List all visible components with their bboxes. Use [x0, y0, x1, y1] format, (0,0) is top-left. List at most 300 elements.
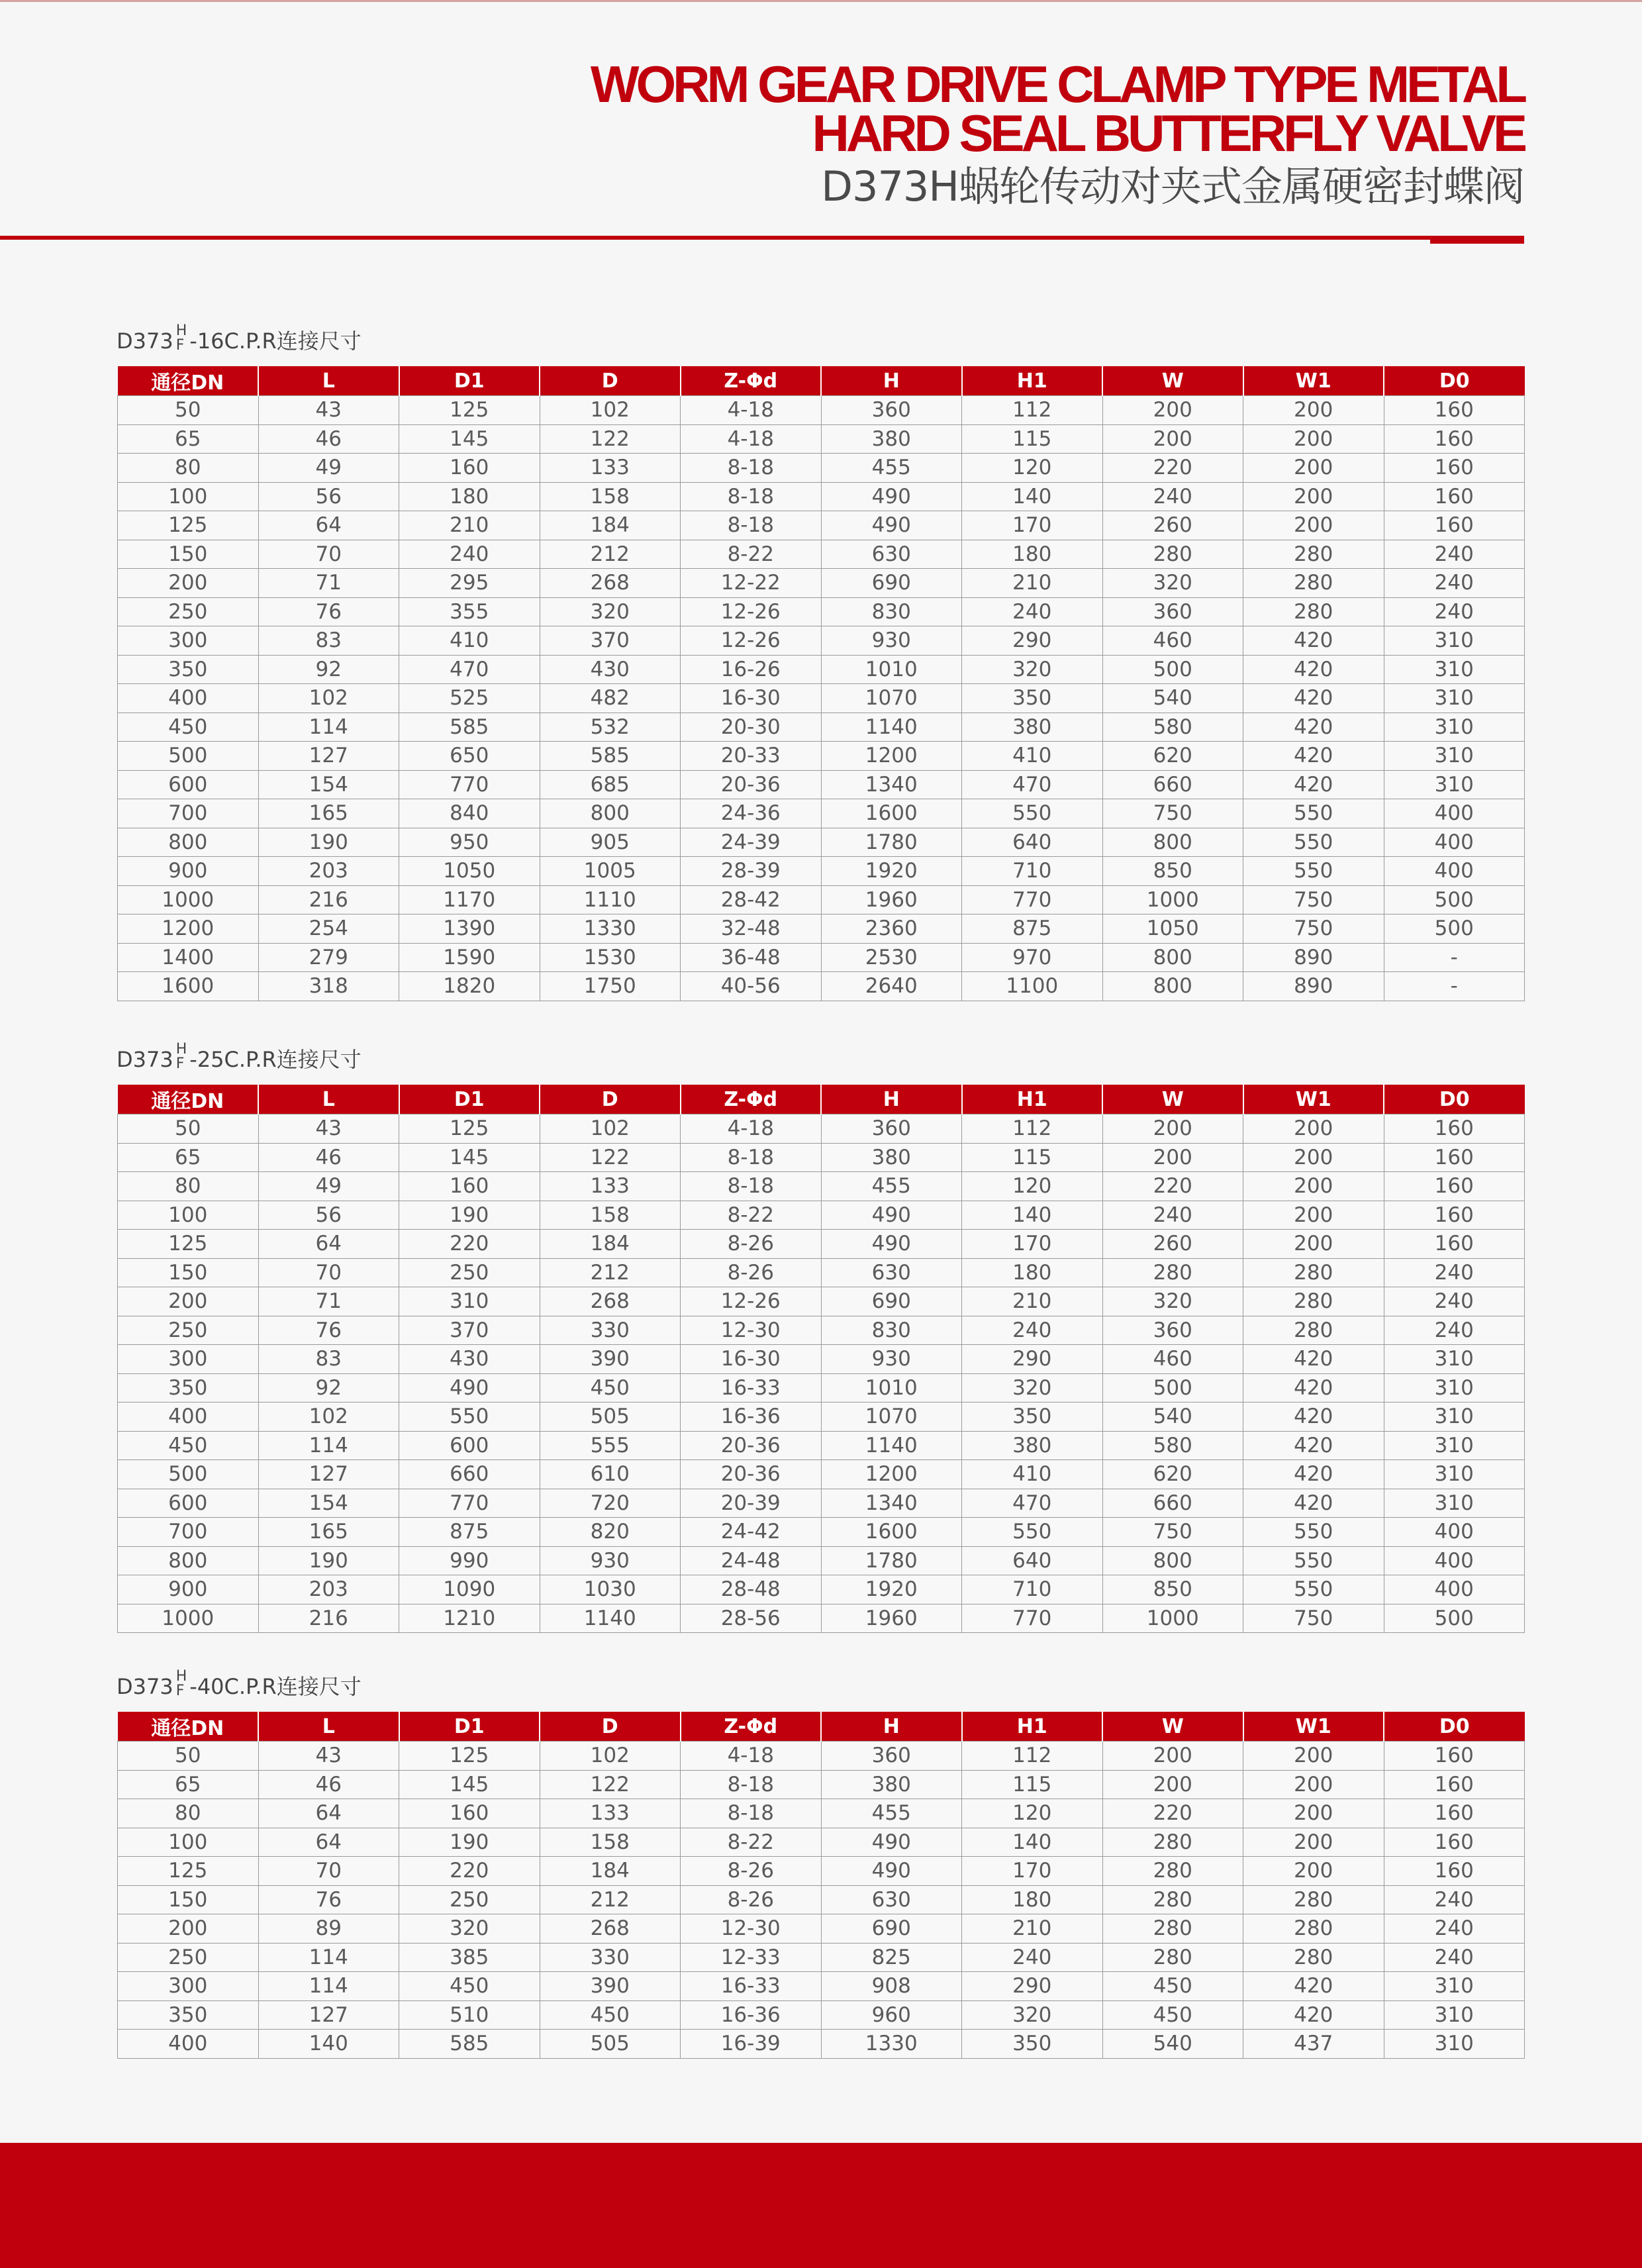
table-cell: 385	[399, 1943, 540, 1972]
table-cell: 280	[1243, 1914, 1384, 1944]
table-cell: 100	[118, 1201, 259, 1230]
table-cell: 1960	[821, 885, 962, 914]
table-cell: 390	[540, 1345, 681, 1374]
table-cell: 200	[118, 1287, 259, 1316]
table-row	[118, 1373, 1525, 1403]
table-cell: 125	[118, 1230, 259, 1259]
table-cell: 160	[1384, 511, 1525, 540]
table-cell: 320	[399, 1914, 540, 1944]
table-cell: 800	[1102, 828, 1243, 857]
table-cell: 122	[540, 1770, 681, 1799]
table-cell: 170	[962, 511, 1103, 540]
table-cell: 1090	[399, 1575, 540, 1604]
table-cell: 240	[1384, 1885, 1525, 1914]
table-row	[118, 1230, 1525, 1259]
table-cell: 1000	[118, 1604, 259, 1633]
table-cell: 102	[258, 684, 399, 713]
title-suffix: -16C.P.R连接尺寸	[189, 328, 362, 354]
table-cell: 350	[118, 2000, 259, 2030]
table-cell: 16-39	[681, 2030, 822, 2059]
table-cell: 20-39	[681, 1489, 822, 1518]
table-cell: 1030	[540, 1575, 681, 1604]
table-cell: 1200	[821, 1460, 962, 1489]
table-row	[118, 828, 1525, 857]
table-cell: 310	[1384, 1489, 1525, 1518]
table-cell: 65	[118, 1770, 259, 1799]
table-cell: 160	[1384, 1828, 1525, 1857]
table-cell: 268	[540, 1287, 681, 1316]
table-cell: 280	[1102, 1828, 1243, 1857]
table-cell: 410	[962, 1460, 1103, 1489]
table-cell: 620	[1102, 742, 1243, 771]
table-cell: 20-36	[681, 770, 822, 799]
table-cell: 875	[962, 914, 1103, 944]
hf-sub: F	[175, 1056, 185, 1072]
table-row	[118, 1742, 1525, 1771]
column-header: W	[1102, 1085, 1243, 1114]
table-cell: 260	[1102, 511, 1243, 540]
table-cell: 420	[1243, 713, 1384, 742]
page-header	[590, 55, 1524, 213]
table-cell: 1780	[821, 828, 962, 857]
table-cell: 24-39	[681, 828, 822, 857]
table-cell: 36-48	[681, 943, 822, 972]
table-cell: 420	[1243, 1373, 1384, 1403]
column-header: 通径DN	[118, 366, 259, 396]
table-cell: 200	[1243, 424, 1384, 454]
table-cell: 600	[399, 1431, 540, 1460]
table-cell: 420	[1243, 770, 1384, 799]
table-cell: 100	[118, 1828, 259, 1857]
table-cell: 500	[1384, 914, 1525, 944]
table-cell: 115	[962, 1143, 1103, 1172]
table-cell: 200	[1243, 396, 1384, 425]
table-cell: 450	[399, 1972, 540, 2001]
table-cell: 1590	[399, 943, 540, 972]
table-cell: 1070	[821, 1403, 962, 1432]
table-row	[118, 770, 1525, 799]
table-cell: 380	[962, 1431, 1103, 1460]
table-cell: 158	[540, 482, 681, 511]
table-row	[118, 1972, 1525, 2001]
table-cell: 600	[118, 1489, 259, 1518]
table-cell: 125	[118, 1857, 259, 1886]
table-cell: 770	[399, 1489, 540, 1518]
table-cell: 216	[258, 885, 399, 914]
table-cell: 420	[1243, 1489, 1384, 1518]
table-cell: 1330	[821, 2030, 962, 2059]
table-cell: 240	[962, 1943, 1103, 1972]
table-cell: 280	[1102, 1914, 1243, 1944]
dimension-table-40c	[117, 1712, 1525, 2059]
table-cell: 1400	[118, 943, 259, 972]
table-cell: 1750	[540, 972, 681, 1001]
table-cell: 585	[540, 742, 681, 771]
table-cell: 20-36	[681, 1460, 822, 1489]
header-rule	[0, 236, 1524, 240]
column-header: H	[821, 1085, 962, 1114]
table-cell: 970	[962, 943, 1103, 972]
table-cell: 770	[962, 1604, 1103, 1633]
table-cell: 154	[258, 770, 399, 799]
table-cell: 2530	[821, 943, 962, 972]
table-cell: 330	[540, 1943, 681, 1972]
table-cell: 470	[399, 655, 540, 684]
table-cell: 190	[399, 1828, 540, 1857]
table-cell: 770	[399, 770, 540, 799]
table-cell: 420	[1243, 1345, 1384, 1374]
table-cell: 12-26	[681, 1287, 822, 1316]
table-row	[118, 655, 1525, 684]
table-cell: 280	[1243, 597, 1384, 626]
table-cell: 8-18	[681, 1799, 822, 1828]
table-cell: 400	[118, 684, 259, 713]
table-cell: 990	[399, 1546, 540, 1575]
table-cell: 250	[118, 1316, 259, 1345]
table-cell: 92	[258, 1373, 399, 1403]
table-cell: 8-26	[681, 1857, 822, 1886]
table-cell: 200	[1243, 1828, 1384, 1857]
table-cell: 28-56	[681, 1604, 822, 1633]
table-cell: 145	[399, 424, 540, 454]
table-cell: 500	[118, 1460, 259, 1489]
table-cell: 24-42	[681, 1518, 822, 1547]
table-cell: 240	[1384, 1287, 1525, 1316]
table-cell: 290	[962, 1345, 1103, 1374]
table-cell: 950	[399, 828, 540, 857]
table-cell: 295	[399, 569, 540, 598]
table-cell: 4-18	[681, 396, 822, 425]
table-cell: 70	[258, 540, 399, 569]
table-cell: 160	[1384, 482, 1525, 511]
table-cell: 250	[118, 1943, 259, 1972]
table-cell: 905	[540, 828, 681, 857]
table-cell: 830	[821, 1316, 962, 1345]
table-cell: 280	[1243, 1287, 1384, 1316]
table-cell: 240	[962, 1316, 1103, 1345]
table-cell: 320	[962, 655, 1103, 684]
table-2-title	[117, 1043, 362, 1075]
table-cell: 400	[1384, 1546, 1525, 1575]
table-cell: 550	[962, 799, 1103, 828]
footer-bar	[0, 2143, 1642, 2268]
table-cell: 200	[1243, 1172, 1384, 1201]
table-cell: 1200	[118, 914, 259, 944]
table-cell: 40-56	[681, 972, 822, 1001]
table-cell: 360	[821, 1742, 962, 1771]
table-cell: 355	[399, 597, 540, 626]
table-cell: 114	[258, 1972, 399, 2001]
table-cell: 930	[540, 1546, 681, 1575]
table-cell: 115	[962, 1770, 1103, 1799]
table-cell: 310	[1384, 713, 1525, 742]
table-row	[118, 1431, 1525, 1460]
table-cell: 660	[1102, 770, 1243, 799]
column-header: D	[540, 1085, 681, 1114]
table-cell: 102	[540, 1114, 681, 1144]
column-header: D1	[399, 1712, 540, 1742]
table-cell: 470	[962, 770, 1103, 799]
table-cell: 300	[118, 1345, 259, 1374]
table-cell: 280	[1243, 1258, 1384, 1287]
table-cell: 210	[962, 569, 1103, 598]
table-cell: 1010	[821, 1373, 962, 1403]
table-cell: 220	[1102, 454, 1243, 483]
table-cell: 540	[1102, 2030, 1243, 2059]
table-cell: 320	[1102, 569, 1243, 598]
table-cell: 290	[962, 1972, 1103, 2001]
table-cell: 220	[399, 1230, 540, 1259]
table-cell: 212	[540, 1258, 681, 1287]
table-cell: 212	[540, 1885, 681, 1914]
table-cell: 450	[540, 1373, 681, 1403]
header-rule-accent	[1430, 236, 1524, 244]
table-row	[118, 1114, 1525, 1144]
table-cell: 450	[1102, 1972, 1243, 2001]
table-cell: 12-30	[681, 1914, 822, 1944]
table-cell: 76	[258, 597, 399, 626]
table-cell: 540	[1102, 1403, 1243, 1432]
table-cell: 550	[1243, 1546, 1384, 1575]
table-cell: 350	[962, 684, 1103, 713]
table-cell: 310	[1384, 1403, 1525, 1432]
table-cell: 640	[962, 828, 1103, 857]
table-cell: 268	[540, 1914, 681, 1944]
table-row	[118, 684, 1525, 713]
column-header: Z-Φd	[681, 1712, 822, 1742]
table-cell: 585	[399, 713, 540, 742]
table-cell: 268	[540, 569, 681, 598]
column-header: W	[1102, 1712, 1243, 1742]
table-cell: 160	[1384, 1230, 1525, 1259]
hf-sup: H	[175, 1041, 187, 1058]
table-cell: 1000	[1102, 885, 1243, 914]
table-cell: 690	[821, 1914, 962, 1944]
table-cell: 280	[1102, 1885, 1243, 1914]
title-suffix: -40C.P.R连接尺寸	[189, 1674, 362, 1699]
table-cell: 490	[821, 511, 962, 540]
table-cell: 125	[399, 1114, 540, 1144]
column-header: D1	[399, 1085, 540, 1114]
table-cell: 300	[118, 626, 259, 656]
table-cell: 890	[1243, 943, 1384, 972]
table-row	[118, 1857, 1525, 1886]
table-cell: 240	[1384, 1316, 1525, 1345]
table-cell: 89	[258, 1914, 399, 1944]
table-cell: 1340	[821, 1489, 962, 1518]
table-row	[118, 1316, 1525, 1345]
table-cell: 133	[540, 1172, 681, 1201]
table-cell: 200	[1243, 1143, 1384, 1172]
table-cell: 710	[962, 857, 1103, 886]
table-row	[118, 1345, 1525, 1374]
table-cell: 216	[258, 1604, 399, 1633]
column-header: D0	[1384, 1712, 1525, 1742]
table-cell: 750	[1243, 885, 1384, 914]
table-cell: 1530	[540, 943, 681, 972]
table-cell: 500	[1102, 655, 1243, 684]
table-cell: 320	[540, 597, 681, 626]
table-cell: 1100	[962, 972, 1103, 1001]
table-cell: 92	[258, 655, 399, 684]
table-cell: 49	[258, 1172, 399, 1201]
table-cell: 43	[258, 1742, 399, 1771]
table-cell: 420	[1243, 626, 1384, 656]
table-cell: 390	[540, 1972, 681, 2001]
table-cell: 1170	[399, 885, 540, 914]
table-cell: 420	[1243, 2000, 1384, 2030]
table-cell: 310	[399, 1287, 540, 1316]
table-cell: 400	[1384, 799, 1525, 828]
table-cell: 280	[1102, 1943, 1243, 1972]
table-cell: 8-22	[681, 540, 822, 569]
table-cell: 8-26	[681, 1230, 822, 1259]
table-cell: 28-39	[681, 857, 822, 886]
table-cell: 650	[399, 742, 540, 771]
table-cell: 200	[1102, 1114, 1243, 1144]
table-cell: 455	[821, 454, 962, 483]
hf-mark	[176, 1669, 187, 1699]
table-cell: 490	[821, 1201, 962, 1230]
table-cell: 8-18	[681, 1143, 822, 1172]
table-row	[118, 1604, 1525, 1633]
table-cell: 380	[821, 1143, 962, 1172]
column-header: D	[540, 1712, 681, 1742]
table-cell: 455	[821, 1172, 962, 1201]
table-cell: 46	[258, 1770, 399, 1799]
table-cell: 450	[540, 2000, 681, 2030]
table-cell: 46	[258, 1143, 399, 1172]
table-cell: 310	[1384, 742, 1525, 771]
table-cell: 114	[258, 1431, 399, 1460]
table-cell: 190	[258, 828, 399, 857]
table-cell: 310	[1384, 2030, 1525, 2059]
table-cell: 360	[821, 1114, 962, 1144]
table-cell: 8-18	[681, 1172, 822, 1201]
table-cell: 102	[540, 1742, 681, 1771]
table-cell: 1780	[821, 1546, 962, 1575]
table-cell: 660	[399, 1460, 540, 1489]
table-cell: 115	[962, 424, 1103, 454]
table-cell: 908	[821, 1972, 962, 2001]
table-cell: 450	[118, 1431, 259, 1460]
table-row	[118, 482, 1525, 511]
table-cell: 1600	[118, 972, 259, 1001]
table-cell: 420	[1243, 655, 1384, 684]
table-cell: 1390	[399, 914, 540, 944]
table-cell: 125	[118, 511, 259, 540]
table-cell: 1820	[399, 972, 540, 1001]
table-cell: 50	[118, 1742, 259, 1771]
table-cell: 525	[399, 684, 540, 713]
table-cell: 550	[1243, 799, 1384, 828]
table-cell: 140	[962, 1201, 1103, 1230]
table-cell: 71	[258, 569, 399, 598]
table-cell: 250	[399, 1885, 540, 1914]
table-cell: 16-33	[681, 1972, 822, 2001]
table-cell: 20-30	[681, 713, 822, 742]
table-cell: 158	[540, 1201, 681, 1230]
table-cell: 120	[962, 1799, 1103, 1828]
table-cell: 32-48	[681, 914, 822, 944]
title-prefix: D373	[117, 328, 173, 354]
table-cell: 80	[118, 1799, 259, 1828]
table-cell: 280	[1243, 1943, 1384, 1972]
table-cell: 280	[1102, 1857, 1243, 1886]
table-cell: 400	[1384, 1575, 1525, 1604]
table-cell: 550	[399, 1403, 540, 1432]
table-cell: 320	[1102, 1287, 1243, 1316]
table-cell: 1920	[821, 1575, 962, 1604]
table-cell: 43	[258, 1114, 399, 1144]
table-cell: 170	[962, 1857, 1103, 1886]
table-cell: 420	[1243, 742, 1384, 771]
table-cell: 720	[540, 1489, 681, 1518]
table-cell: 140	[962, 1828, 1103, 1857]
table-cell: 830	[821, 597, 962, 626]
table-cell: 750	[1102, 1518, 1243, 1547]
table-cell: 220	[1102, 1172, 1243, 1201]
table-cell: 165	[258, 1518, 399, 1547]
table-cell: 500	[118, 742, 259, 771]
table-cell: 145	[399, 1770, 540, 1799]
table-row	[118, 1258, 1525, 1287]
table-cell: 800	[540, 799, 681, 828]
table-cell: 64	[258, 1828, 399, 1857]
table-cell: 200	[118, 1914, 259, 1944]
table-cell: 50	[118, 396, 259, 425]
table-row	[118, 1143, 1525, 1172]
table-cell: 28-48	[681, 1575, 822, 1604]
table-cell: 240	[399, 540, 540, 569]
table-cell: 505	[540, 2030, 681, 2059]
table-cell: 28-42	[681, 885, 822, 914]
table-cell: 630	[821, 540, 962, 569]
table-cell: 200	[1243, 1742, 1384, 1771]
column-header: D0	[1384, 1085, 1525, 1114]
table-cell: 8-22	[681, 1201, 822, 1230]
table-cell: 900	[118, 857, 259, 886]
table-cell: 70	[258, 1857, 399, 1886]
table-cell: 240	[1384, 1914, 1525, 1944]
table-cell: 125	[399, 1742, 540, 1771]
table-row	[118, 742, 1525, 771]
table-cell: 190	[399, 1201, 540, 1230]
table-row	[118, 2000, 1525, 2030]
table-cell: 1330	[540, 914, 681, 944]
table-cell: 150	[118, 1258, 259, 1287]
table-cell: 122	[540, 424, 681, 454]
table-cell: 56	[258, 482, 399, 511]
table-row	[118, 1460, 1525, 1489]
table-cell: 64	[258, 511, 399, 540]
table-cell: 380	[821, 1770, 962, 1799]
table-cell: 420	[1243, 1403, 1384, 1432]
table-cell: 76	[258, 1316, 399, 1345]
table-cell: 160	[1384, 1770, 1525, 1799]
table-cell: 420	[1243, 684, 1384, 713]
table-cell: 450	[118, 713, 259, 742]
table-row	[118, 396, 1525, 425]
table-cell: 4-18	[681, 1114, 822, 1144]
table-cell: 610	[540, 1460, 681, 1489]
table-cell: 1050	[1102, 914, 1243, 944]
table-cell: 490	[821, 1828, 962, 1857]
table-cell: 710	[962, 1575, 1103, 1604]
title-line-1: WORM GEAR DRIVE CLAMP TYPE METAL	[590, 55, 1524, 113]
table-cell: 160	[1384, 1172, 1525, 1201]
table-row	[118, 1770, 1525, 1799]
